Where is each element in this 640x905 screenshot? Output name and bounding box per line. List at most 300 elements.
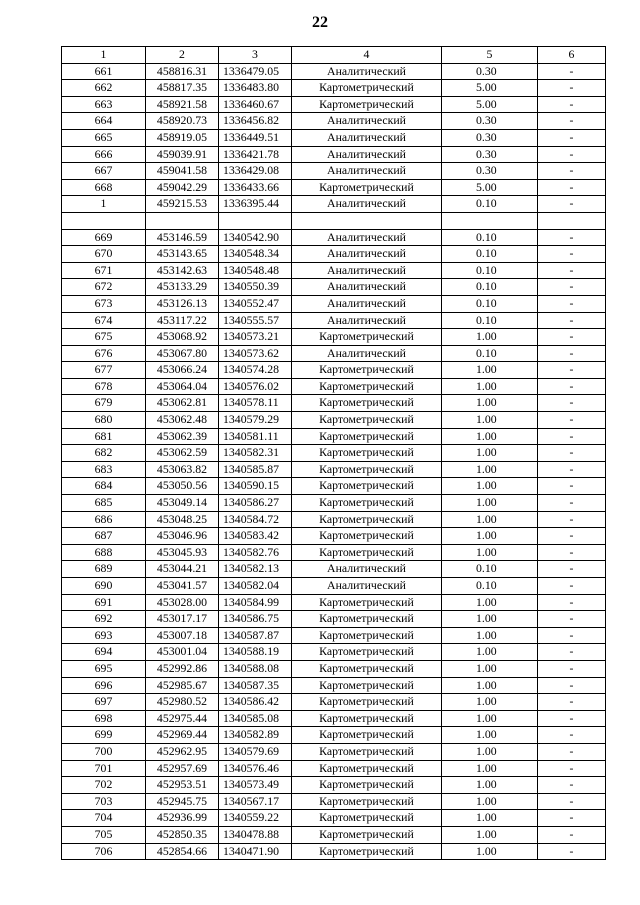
table-row: [62, 312, 606, 329]
note-cell: -: [538, 677, 606, 694]
y-coordinate-cell: 1336433.66: [219, 179, 292, 196]
note-cell: -: [538, 262, 606, 279]
accuracy-cell: 0.10: [442, 561, 538, 578]
y-coordinate-cell: 1336479.05: [219, 63, 292, 80]
x-coordinate-cell: 453041.57: [146, 578, 219, 595]
coordinates-table: [61, 46, 606, 860]
accuracy-cell: 1.00: [442, 544, 538, 561]
method-cell: Аналитический: [292, 129, 442, 146]
method-cell: Картометрический: [292, 594, 442, 611]
column-header: 6: [538, 47, 606, 64]
note-cell: -: [538, 594, 606, 611]
method-cell: Аналитический: [292, 113, 442, 130]
x-coordinate-cell: 459039.91: [146, 146, 219, 163]
method-cell: Картометрический: [292, 378, 442, 395]
table-row: [62, 445, 606, 462]
y-coordinate-cell: 1340582.89: [219, 727, 292, 744]
method-cell: Аналитический: [292, 345, 442, 362]
y-coordinate-cell: 1340586.75: [219, 611, 292, 628]
note-cell: -: [538, 660, 606, 677]
table-row: [62, 528, 606, 545]
point-number-cell: 678: [62, 378, 146, 395]
accuracy-cell: 1.00: [442, 627, 538, 644]
table-row: [62, 378, 606, 395]
note-cell: -: [538, 843, 606, 860]
method-cell: Картометрический: [292, 727, 442, 744]
table-row: [62, 329, 606, 346]
accuracy-cell: 0.10: [442, 229, 538, 246]
table-row: [62, 810, 606, 827]
point-number-cell: 1: [62, 196, 146, 213]
y-coordinate-cell: 1340548.34: [219, 246, 292, 263]
point-number-cell: 694: [62, 644, 146, 661]
table-row: [62, 229, 606, 246]
note-cell: -: [538, 445, 606, 462]
accuracy-cell: 0.10: [442, 345, 538, 362]
method-cell: Аналитический: [292, 229, 442, 246]
point-number-cell: 671: [62, 262, 146, 279]
method-cell: Картометрический: [292, 677, 442, 694]
note-cell: -: [538, 196, 606, 213]
y-coordinate-cell: 1340584.99: [219, 594, 292, 611]
method-cell: Картометрический: [292, 760, 442, 777]
method-cell: Картометрический: [292, 511, 442, 528]
y-coordinate-cell: 1340578.11: [219, 395, 292, 412]
note-cell: -: [538, 810, 606, 827]
y-coordinate-cell: 1340582.13: [219, 561, 292, 578]
accuracy-cell: 0.30: [442, 129, 538, 146]
accuracy-cell: 1.00: [442, 660, 538, 677]
y-coordinate-cell: 1340576.02: [219, 378, 292, 395]
point-number-cell: 695: [62, 660, 146, 677]
point-number-cell: 666: [62, 146, 146, 163]
x-coordinate-cell: 453142.63: [146, 262, 219, 279]
note-cell: -: [538, 710, 606, 727]
accuracy-cell: 5.00: [442, 96, 538, 113]
y-coordinate-cell: 1340559.22: [219, 810, 292, 827]
method-cell: Аналитический: [292, 578, 442, 595]
table-row: [62, 843, 606, 860]
method-cell: Картометрический: [292, 329, 442, 346]
x-coordinate-cell: 453045.93: [146, 544, 219, 561]
y-coordinate-cell: 1340581.11: [219, 428, 292, 445]
note-cell: -: [538, 627, 606, 644]
point-number-cell: 700: [62, 743, 146, 760]
table-row: [62, 710, 606, 727]
method-cell: Картометрический: [292, 445, 442, 462]
y-coordinate-cell: 1340590.15: [219, 478, 292, 495]
point-number-cell: 670: [62, 246, 146, 263]
x-coordinate-cell: 452992.86: [146, 660, 219, 677]
table-row: [62, 461, 606, 478]
method-cell: Картометрический: [292, 710, 442, 727]
x-coordinate-cell: 452957.69: [146, 760, 219, 777]
method-cell: Картометрический: [292, 362, 442, 379]
method-cell: Картометрический: [292, 428, 442, 445]
y-coordinate-cell: 1340583.42: [219, 528, 292, 545]
table-row: [62, 578, 606, 595]
method-cell: Картометрический: [292, 395, 442, 412]
note-cell: -: [538, 80, 606, 97]
x-coordinate-cell: 459215.53: [146, 196, 219, 213]
point-number-cell: 699: [62, 727, 146, 744]
accuracy-cell: 1.00: [442, 694, 538, 711]
table-row: [62, 196, 606, 213]
note-cell: -: [538, 63, 606, 80]
point-number-cell: 675: [62, 329, 146, 346]
y-coordinate-cell: 1340587.87: [219, 627, 292, 644]
point-number-cell: 704: [62, 810, 146, 827]
note-cell: -: [538, 345, 606, 362]
method-cell: Картометрический: [292, 544, 442, 561]
point-number-cell: 663: [62, 96, 146, 113]
point-number-cell: 665: [62, 129, 146, 146]
y-coordinate-cell: 1340588.08: [219, 660, 292, 677]
accuracy-cell: 0.10: [442, 295, 538, 312]
point-number-cell: 673: [62, 295, 146, 312]
accuracy-cell: 1.00: [442, 777, 538, 794]
x-coordinate-cell: 458920.73: [146, 113, 219, 130]
x-coordinate-cell: 458921.58: [146, 96, 219, 113]
y-coordinate-cell: 1340573.49: [219, 777, 292, 794]
table-row: [62, 677, 606, 694]
method-cell: Картометрический: [292, 793, 442, 810]
table-row: [62, 544, 606, 561]
method-cell: [292, 212, 442, 229]
accuracy-cell: 1.00: [442, 329, 538, 346]
x-coordinate-cell: 453068.92: [146, 329, 219, 346]
y-coordinate-cell: 1340579.29: [219, 412, 292, 429]
point-number-cell: 669: [62, 229, 146, 246]
accuracy-cell: 1.00: [442, 810, 538, 827]
point-number-cell: 676: [62, 345, 146, 362]
method-cell: Аналитический: [292, 279, 442, 296]
table-row: [62, 146, 606, 163]
point-number-cell: 667: [62, 163, 146, 180]
method-cell: Аналитический: [292, 63, 442, 80]
accuracy-cell: 1.00: [442, 378, 538, 395]
table-row: [62, 295, 606, 312]
accuracy-cell: 1.00: [442, 727, 538, 744]
y-coordinate-cell: 1340574.28: [219, 362, 292, 379]
note-cell: -: [538, 793, 606, 810]
point-number-cell: 688: [62, 544, 146, 561]
point-number-cell: 692: [62, 611, 146, 628]
point-number-cell: 691: [62, 594, 146, 611]
y-coordinate-cell: 1336460.67: [219, 96, 292, 113]
x-coordinate-cell: 458919.05: [146, 129, 219, 146]
note-cell: -: [538, 412, 606, 429]
note-cell: -: [538, 495, 606, 512]
point-number-cell: 674: [62, 312, 146, 329]
point-number-cell: 693: [62, 627, 146, 644]
table-row: [62, 412, 606, 429]
y-coordinate-cell: 1340586.42: [219, 694, 292, 711]
note-cell: -: [538, 229, 606, 246]
y-coordinate-cell: 1340585.08: [219, 710, 292, 727]
note-cell: -: [538, 743, 606, 760]
point-number-cell: 697: [62, 694, 146, 711]
y-coordinate-cell: 1340567.17: [219, 793, 292, 810]
point-number-cell: 698: [62, 710, 146, 727]
method-cell: Аналитический: [292, 146, 442, 163]
note-cell: -: [538, 246, 606, 263]
accuracy-cell: 1.00: [442, 826, 538, 843]
note-cell: -: [538, 163, 606, 180]
note-cell: -: [538, 113, 606, 130]
table-row: [62, 96, 606, 113]
table-row: [62, 395, 606, 412]
point-number-cell: 690: [62, 578, 146, 595]
point-number-cell: 668: [62, 179, 146, 196]
table-row: [62, 694, 606, 711]
point-number-cell: 705: [62, 826, 146, 843]
x-coordinate-cell: 453007.18: [146, 627, 219, 644]
note-cell: -: [538, 578, 606, 595]
method-cell: Картометрический: [292, 660, 442, 677]
note-cell: -: [538, 428, 606, 445]
x-coordinate-cell: 459042.29: [146, 179, 219, 196]
x-coordinate-cell: 453146.59: [146, 229, 219, 246]
x-coordinate-cell: 452854.66: [146, 843, 219, 860]
table-row: [62, 246, 606, 263]
point-number-cell: 664: [62, 113, 146, 130]
accuracy-cell: 1.00: [442, 412, 538, 429]
note-cell: -: [538, 395, 606, 412]
method-cell: Картометрический: [292, 826, 442, 843]
note-cell: -: [538, 694, 606, 711]
x-coordinate-cell: 452953.51: [146, 777, 219, 794]
y-coordinate-cell: 1336483.80: [219, 80, 292, 97]
method-cell: Аналитический: [292, 196, 442, 213]
point-number-cell: 679: [62, 395, 146, 412]
table-row: [62, 644, 606, 661]
x-coordinate-cell: 453044.21: [146, 561, 219, 578]
accuracy-cell: 1.00: [442, 611, 538, 628]
table-row: [62, 279, 606, 296]
x-coordinate-cell: 452850.35: [146, 826, 219, 843]
x-coordinate-cell: 458817.35: [146, 80, 219, 97]
accuracy-cell: 1.00: [442, 677, 538, 694]
x-coordinate-cell: 453126.13: [146, 295, 219, 312]
y-coordinate-cell: 1340582.76: [219, 544, 292, 561]
y-coordinate-cell: 1336456.82: [219, 113, 292, 130]
accuracy-cell: 0.10: [442, 262, 538, 279]
method-cell: Аналитический: [292, 312, 442, 329]
method-cell: Картометрический: [292, 644, 442, 661]
point-number-cell: 672: [62, 279, 146, 296]
x-coordinate-cell: 452936.99: [146, 810, 219, 827]
table-row: [62, 495, 606, 512]
x-coordinate-cell: 453050.56: [146, 478, 219, 495]
note-cell: -: [538, 329, 606, 346]
x-coordinate-cell: 453063.82: [146, 461, 219, 478]
table-body: [62, 63, 606, 860]
method-cell: Аналитический: [292, 262, 442, 279]
table-row: [62, 793, 606, 810]
table-row: [62, 777, 606, 794]
accuracy-cell: 5.00: [442, 80, 538, 97]
method-cell: Картометрический: [292, 478, 442, 495]
method-cell: Картометрический: [292, 80, 442, 97]
method-cell: Картометрический: [292, 694, 442, 711]
x-coordinate-cell: 453062.39: [146, 428, 219, 445]
y-coordinate-cell: 1340584.72: [219, 511, 292, 528]
x-coordinate-cell: [146, 212, 219, 229]
y-coordinate-cell: 1340586.27: [219, 495, 292, 512]
accuracy-cell: 1.00: [442, 843, 538, 860]
table-row: [62, 63, 606, 80]
accuracy-cell: [442, 212, 538, 229]
point-number-cell: 685: [62, 495, 146, 512]
note-cell: -: [538, 362, 606, 379]
point-number-cell: [62, 212, 146, 229]
accuracy-cell: 1.00: [442, 461, 538, 478]
y-coordinate-cell: [219, 212, 292, 229]
table-row: [62, 179, 606, 196]
table-row: [62, 611, 606, 628]
note-cell: -: [538, 760, 606, 777]
y-coordinate-cell: 1340573.21: [219, 329, 292, 346]
x-coordinate-cell: 453062.81: [146, 395, 219, 412]
accuracy-cell: 1.00: [442, 644, 538, 661]
y-coordinate-cell: 1340585.87: [219, 461, 292, 478]
accuracy-cell: 0.10: [442, 246, 538, 263]
note-cell: -: [538, 727, 606, 744]
accuracy-cell: 1.00: [442, 528, 538, 545]
table-row: [62, 760, 606, 777]
accuracy-cell: 1.00: [442, 710, 538, 727]
table-row: [62, 345, 606, 362]
y-coordinate-cell: 1340573.62: [219, 345, 292, 362]
note-cell: -: [538, 777, 606, 794]
table-row: [62, 428, 606, 445]
x-coordinate-cell: 453067.80: [146, 345, 219, 362]
note-cell: -: [538, 129, 606, 146]
note-cell: -: [538, 644, 606, 661]
table-row: [62, 660, 606, 677]
accuracy-cell: 1.00: [442, 594, 538, 611]
column-header: 2: [146, 47, 219, 64]
method-cell: Картометрический: [292, 412, 442, 429]
method-cell: Картометрический: [292, 843, 442, 860]
method-cell: Картометрический: [292, 179, 442, 196]
point-number-cell: 662: [62, 80, 146, 97]
accuracy-cell: 0.10: [442, 312, 538, 329]
method-cell: Аналитический: [292, 561, 442, 578]
note-cell: -: [538, 826, 606, 843]
accuracy-cell: 0.30: [442, 63, 538, 80]
method-cell: Картометрический: [292, 627, 442, 644]
x-coordinate-cell: 453048.25: [146, 511, 219, 528]
y-coordinate-cell: 1340588.19: [219, 644, 292, 661]
table-row: [62, 826, 606, 843]
method-cell: Аналитический: [292, 163, 442, 180]
note-cell: -: [538, 528, 606, 545]
accuracy-cell: 5.00: [442, 179, 538, 196]
accuracy-cell: 0.30: [442, 113, 538, 130]
note-cell: -: [538, 561, 606, 578]
accuracy-cell: 0.10: [442, 196, 538, 213]
x-coordinate-cell: 453066.24: [146, 362, 219, 379]
table-row: [62, 129, 606, 146]
note-cell: -: [538, 511, 606, 528]
column-header: 4: [292, 47, 442, 64]
note-cell: -: [538, 279, 606, 296]
point-number-cell: 677: [62, 362, 146, 379]
accuracy-cell: 0.30: [442, 146, 538, 163]
x-coordinate-cell: 453062.48: [146, 412, 219, 429]
point-number-cell: 686: [62, 511, 146, 528]
table-row: [62, 727, 606, 744]
y-coordinate-cell: 1336421.78: [219, 146, 292, 163]
x-coordinate-cell: 452969.44: [146, 727, 219, 744]
point-number-cell: 661: [62, 63, 146, 80]
note-cell: -: [538, 96, 606, 113]
table-row: [62, 594, 606, 611]
x-coordinate-cell: 453028.00: [146, 594, 219, 611]
table-row: [62, 362, 606, 379]
note-cell: -: [538, 611, 606, 628]
method-cell: Картометрический: [292, 611, 442, 628]
y-coordinate-cell: 1336395.44: [219, 196, 292, 213]
y-coordinate-cell: 1336429.08: [219, 163, 292, 180]
note-cell: -: [538, 295, 606, 312]
method-cell: Картометрический: [292, 461, 442, 478]
accuracy-cell: 1.00: [442, 445, 538, 462]
y-coordinate-cell: 1340582.31: [219, 445, 292, 462]
note-cell: -: [538, 478, 606, 495]
accuracy-cell: 1.00: [442, 428, 538, 445]
y-coordinate-cell: 1340478.88: [219, 826, 292, 843]
point-number-cell: 701: [62, 760, 146, 777]
x-coordinate-cell: 453062.59: [146, 445, 219, 462]
note-cell: -: [538, 146, 606, 163]
accuracy-cell: 1.00: [442, 495, 538, 512]
table-row: [62, 627, 606, 644]
x-coordinate-cell: 452945.75: [146, 793, 219, 810]
method-cell: Аналитический: [292, 246, 442, 263]
note-cell: -: [538, 461, 606, 478]
method-cell: Картометрический: [292, 777, 442, 794]
method-cell: Картометрический: [292, 528, 442, 545]
point-number-cell: 706: [62, 843, 146, 860]
point-number-cell: 680: [62, 412, 146, 429]
x-coordinate-cell: 453049.14: [146, 495, 219, 512]
point-number-cell: 682: [62, 445, 146, 462]
accuracy-cell: 1.00: [442, 743, 538, 760]
y-coordinate-cell: 1340582.04: [219, 578, 292, 595]
x-coordinate-cell: 459041.58: [146, 163, 219, 180]
x-coordinate-cell: 453133.29: [146, 279, 219, 296]
y-coordinate-cell: 1340579.69: [219, 743, 292, 760]
y-coordinate-cell: 1340587.35: [219, 677, 292, 694]
x-coordinate-cell: 452985.67: [146, 677, 219, 694]
note-cell: [538, 212, 606, 229]
accuracy-cell: 1.00: [442, 362, 538, 379]
method-cell: Картометрический: [292, 495, 442, 512]
point-number-cell: 703: [62, 793, 146, 810]
method-cell: Картометрический: [292, 96, 442, 113]
x-coordinate-cell: 453143.65: [146, 246, 219, 263]
x-coordinate-cell: 452962.95: [146, 743, 219, 760]
table-row: [62, 113, 606, 130]
x-coordinate-cell: 453064.04: [146, 378, 219, 395]
y-coordinate-cell: 1336449.51: [219, 129, 292, 146]
point-number-cell: 696: [62, 677, 146, 694]
method-cell: Картометрический: [292, 743, 442, 760]
table-row: [62, 80, 606, 97]
